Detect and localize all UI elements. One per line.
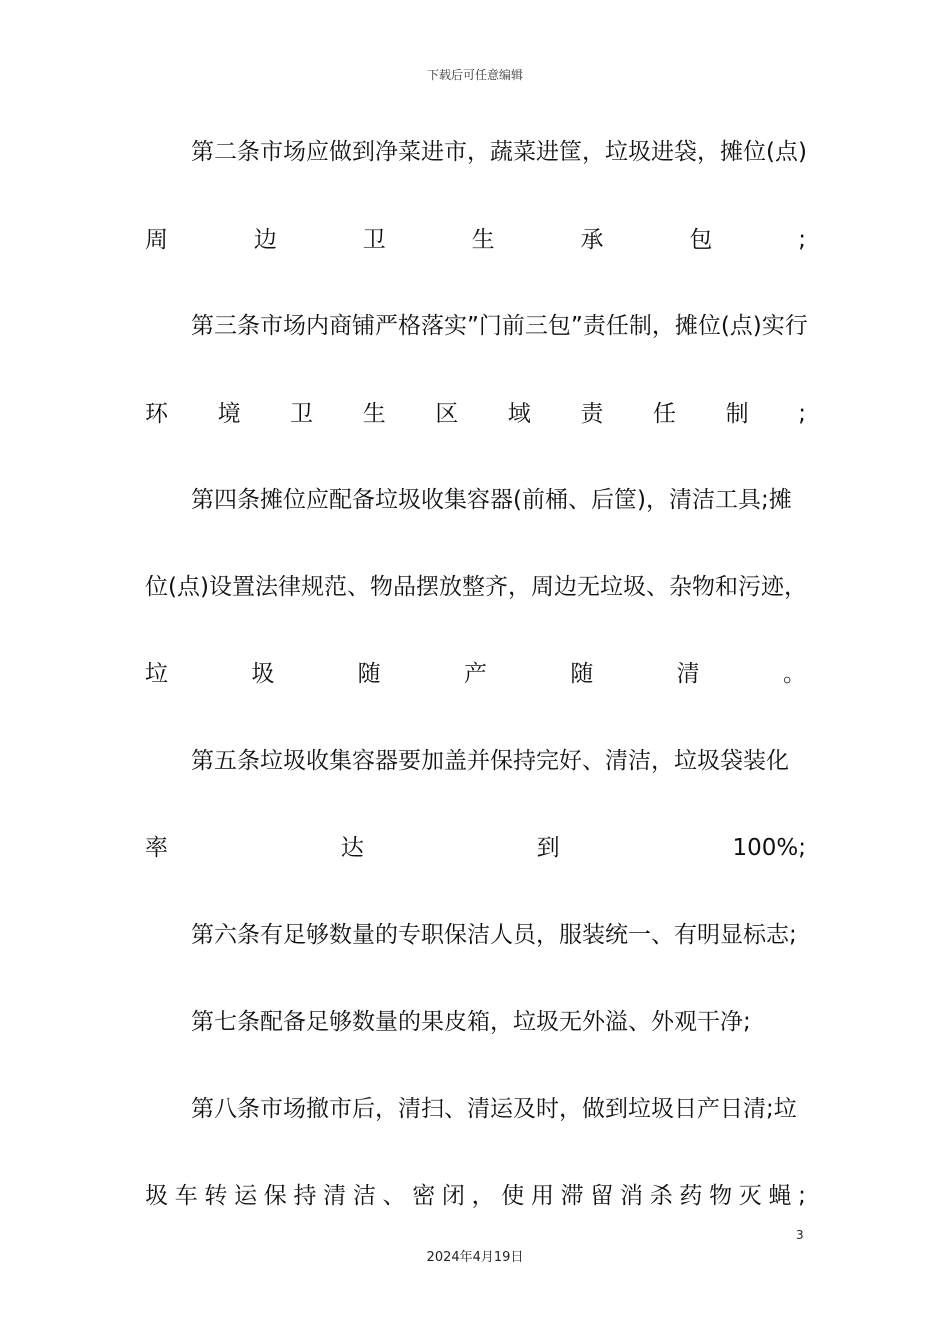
spread-char: 域 bbox=[507, 401, 531, 427]
article-5-line-1: 第五条垃圾收集容器要加盖并保持完好、清洁，垃圾袋装化 bbox=[191, 748, 789, 774]
spread-char: 灭 bbox=[738, 1183, 762, 1209]
spread-char: 产 bbox=[463, 661, 487, 687]
spread-char: 生 bbox=[471, 227, 495, 253]
spread-char: 清 bbox=[676, 661, 700, 687]
spread-char: 圾 bbox=[251, 661, 275, 687]
spread-char: 消 bbox=[620, 1183, 643, 1209]
spread-char: ; bbox=[798, 1183, 806, 1209]
spread-char: 圾 bbox=[145, 1183, 168, 1209]
spread-char: ， bbox=[471, 1183, 495, 1209]
spread-char: 包 bbox=[689, 227, 713, 253]
page-footer-date: 2024年4月19日 bbox=[426, 1250, 524, 1265]
article-3-line-1: 第三条市场内商铺严格落实”门前三包”责任制，摊位(点)实行 bbox=[191, 313, 808, 339]
spread-char: 垃 bbox=[145, 661, 168, 687]
spread-char: 境 bbox=[217, 401, 241, 427]
article-2-line-1: 第二条市场应做到净菜进市，蔬菜进筐，垃圾进袋，摊位(点) bbox=[191, 139, 807, 165]
spread-char: 滞 bbox=[560, 1183, 584, 1209]
spread-char: 边 bbox=[253, 227, 277, 253]
spread-char: 任 bbox=[653, 401, 677, 427]
spread-char: 、 bbox=[382, 1183, 406, 1209]
spread-char: 区 bbox=[435, 401, 459, 427]
spread-char: 物 bbox=[709, 1183, 733, 1209]
spread-char: 运 bbox=[234, 1183, 258, 1209]
article-6-line-1: 第六条有足够数量的专职保洁人员，服装统一、有明显标志; bbox=[191, 922, 797, 948]
article-3-line-2 bbox=[145, 398, 806, 430]
spread-char: 使 bbox=[501, 1183, 525, 1209]
article-8-line-2 bbox=[145, 1180, 806, 1212]
spread-char: 责 bbox=[580, 401, 604, 427]
spread-char: 卫 bbox=[362, 227, 386, 253]
spread-char: 清 bbox=[323, 1183, 347, 1209]
page-header: 下载后可任意编辑 bbox=[426, 68, 523, 82]
spread-char: 留 bbox=[590, 1183, 614, 1209]
spread-char: 药 bbox=[679, 1183, 703, 1209]
article-7-line-1: 第七条配备足够数量的果皮箱，垃圾无外溢、外观干净; bbox=[191, 1009, 751, 1035]
spread-char: 车 bbox=[174, 1183, 198, 1209]
article-4-line-1: 第四条摊位应配备垃圾收集容器(前桶、后筐)，清洁工具;摊 bbox=[191, 487, 792, 513]
spread-char: 制 bbox=[725, 401, 749, 427]
spread-char: ; bbox=[798, 227, 806, 253]
spread-char: 达 bbox=[340, 835, 364, 861]
spread-char: 卫 bbox=[290, 401, 314, 427]
spread-char: 。 bbox=[782, 661, 806, 687]
spread-char: 随 bbox=[357, 661, 381, 687]
spread-char: ; bbox=[798, 401, 806, 427]
spread-char: 用 bbox=[530, 1183, 554, 1209]
spread-char: 保 bbox=[263, 1183, 287, 1209]
article-2-line-2 bbox=[145, 224, 806, 256]
article-8-line-1: 第八条市场撤市后，清扫、清运及时，做到垃圾日产日清;垃 bbox=[191, 1096, 797, 1122]
spread-char: 蝇 bbox=[768, 1183, 792, 1209]
spread-char: 率 bbox=[145, 835, 168, 861]
spread-char: 洁 bbox=[352, 1183, 376, 1209]
spread-char: 环 bbox=[145, 401, 168, 427]
spread-char: 闭 bbox=[441, 1183, 465, 1209]
spread-char: 承 bbox=[580, 227, 604, 253]
article-4-line-3 bbox=[145, 658, 806, 690]
article-4-line-2: 位(点)设置法律规范、物品摆放整齐，周边无垃圾、杂物和污迹， bbox=[145, 574, 807, 600]
article-5-line-2 bbox=[145, 832, 806, 864]
spread-char: 周 bbox=[145, 227, 168, 253]
spread-char: 生 bbox=[362, 401, 386, 427]
spread-char: 杀 bbox=[649, 1183, 673, 1209]
spread-char: 100%; bbox=[732, 835, 806, 861]
spread-char: 密 bbox=[412, 1183, 436, 1209]
spread-char: 转 bbox=[204, 1183, 228, 1209]
spread-char: 到 bbox=[536, 835, 560, 861]
spread-char: 持 bbox=[293, 1183, 317, 1209]
page-number: 3 bbox=[796, 1228, 804, 1242]
spread-char: 随 bbox=[570, 661, 594, 687]
